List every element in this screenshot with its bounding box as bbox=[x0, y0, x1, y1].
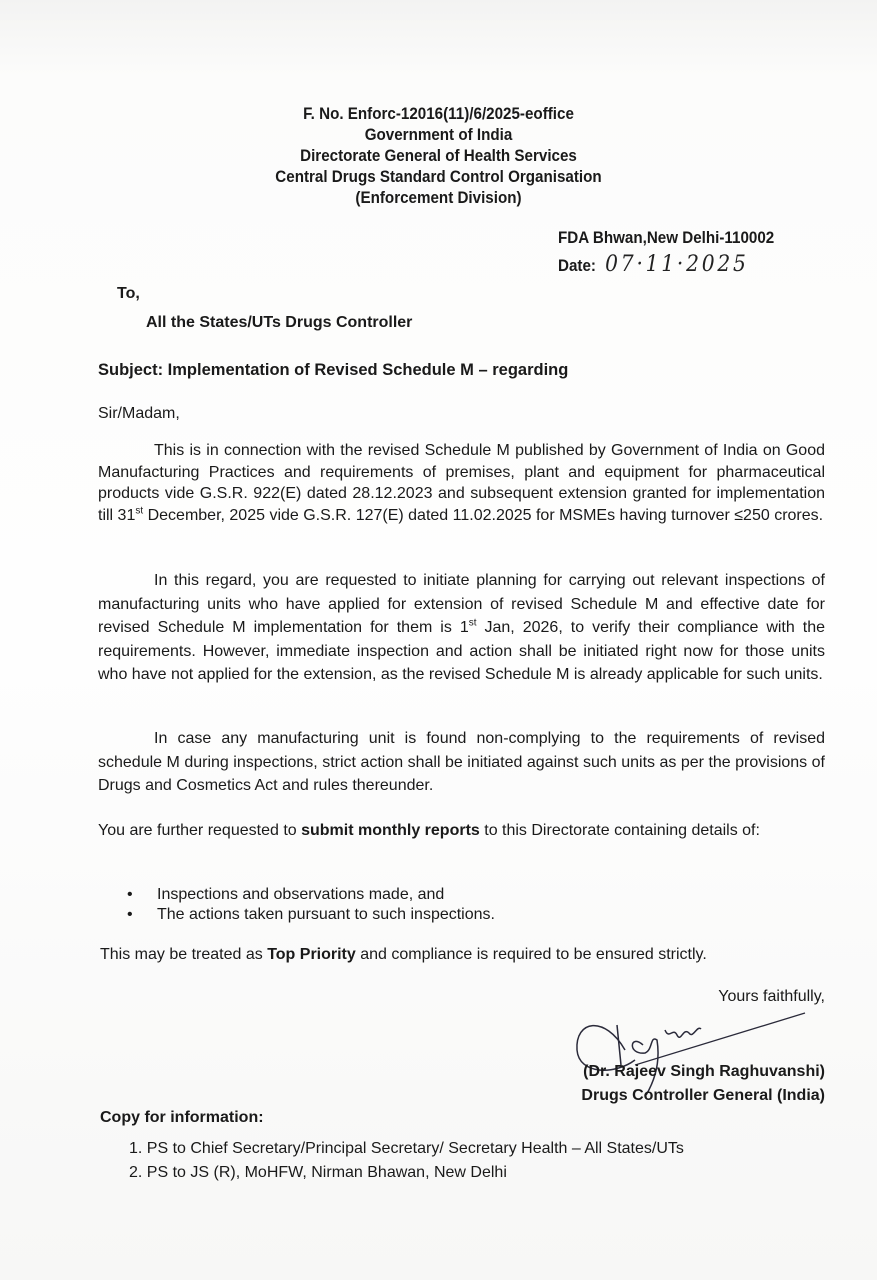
recipient: All the States/UTs Drugs Controller bbox=[146, 314, 413, 331]
file-number: F. No. Enforc-12016(11)/6/2025-eoffice bbox=[303, 105, 574, 123]
header-line: Government of India bbox=[364, 126, 513, 144]
paragraph-2 bbox=[98, 569, 825, 687]
list-item: • The actions taken pursuant to such inspections. bbox=[127, 905, 495, 925]
date-line bbox=[558, 252, 749, 277]
signatory-title: Drugs Controller General (India) bbox=[581, 1087, 825, 1104]
text: This is in connection with the revised Schedule M published by Government of India on Good Manufacturing Practices and requirements of premises, plant and equipment for pharmaceutical products vide G.S.R. 922(E) dated 28.12.2023 and subsequent extension granted for implementation till 31 bbox=[98, 442, 825, 524]
paragraph-1 bbox=[98, 440, 825, 526]
paragraph-5 bbox=[100, 946, 707, 964]
text: and compliance is required to be ensured strictly. bbox=[355, 946, 707, 963]
header-line: (Enforcement Division) bbox=[355, 189, 522, 207]
bold-text: submit monthly reports bbox=[301, 822, 480, 839]
date-handwritten: 07·11·2025 bbox=[605, 252, 749, 277]
bullet-list bbox=[127, 885, 495, 925]
list-item: 2. PS to JS (R), MoHFW, Nirman Bhawan, New Delhi bbox=[129, 1164, 507, 1181]
address: FDA Bhwan,New Delhi-110002 bbox=[558, 229, 775, 247]
header-line: Directorate General of Health Services bbox=[300, 147, 577, 165]
paragraph-3: In case any manufacturing unit is found non-complying to the requirements of revised schedule M during inspections, strict action shall be initiated against such units as per the provisions of Drugs and Cosmetics Act and rules thereunder. bbox=[98, 730, 825, 794]
list-item: 1. PS to Chief Secretary/Principal Secretary/ Secretary Health – All States/UTs bbox=[129, 1140, 684, 1157]
copy-list bbox=[129, 1137, 684, 1185]
signatory-name: (Dr. Rajeev Singh Raghuvanshi) bbox=[583, 1063, 825, 1080]
paragraph-4 bbox=[98, 820, 825, 842]
subject: Subject: Implementation of Revised Schedule M – regarding bbox=[98, 361, 569, 379]
text: to this Directorate containing details of: bbox=[479, 822, 760, 839]
header-line: Central Drugs Standard Control Organisation bbox=[275, 168, 602, 186]
text: This may be treated as bbox=[100, 946, 268, 963]
date-label: Date: bbox=[558, 257, 596, 275]
text: You are further requested to bbox=[98, 822, 302, 839]
superscript: st bbox=[135, 505, 144, 517]
text: Jan, 2026, to verify their compliance with the requirements. However, immediate inspection and action shall be initiated right now for those units who have not applied for the extension, as the revised Schedule M is already applicable for such units. bbox=[98, 619, 826, 683]
letterhead bbox=[0, 104, 877, 209]
to-label: To, bbox=[117, 285, 140, 302]
text: December, 2025 vide G.S.R. 127(E) dated 11.02.2025 for MSMEs having turnover ≤250 crores. bbox=[143, 506, 824, 524]
signatory bbox=[581, 1060, 825, 1108]
salutation: Sir/Madam, bbox=[98, 405, 180, 422]
bold-text: Top Priority bbox=[267, 946, 356, 963]
text: In this regard, you are requested to initiate planning for carrying out relevant inspections of manufacturing units who have applied for extension of revised Schedule M and effective date for revised Schedule M implementation for them is 1 bbox=[98, 572, 825, 636]
closing: Yours faithfully, bbox=[718, 988, 825, 1005]
copy-label: Copy for information: bbox=[100, 1109, 264, 1126]
list-item: • Inspections and observations made, and bbox=[127, 885, 495, 905]
superscript: st bbox=[468, 617, 477, 629]
